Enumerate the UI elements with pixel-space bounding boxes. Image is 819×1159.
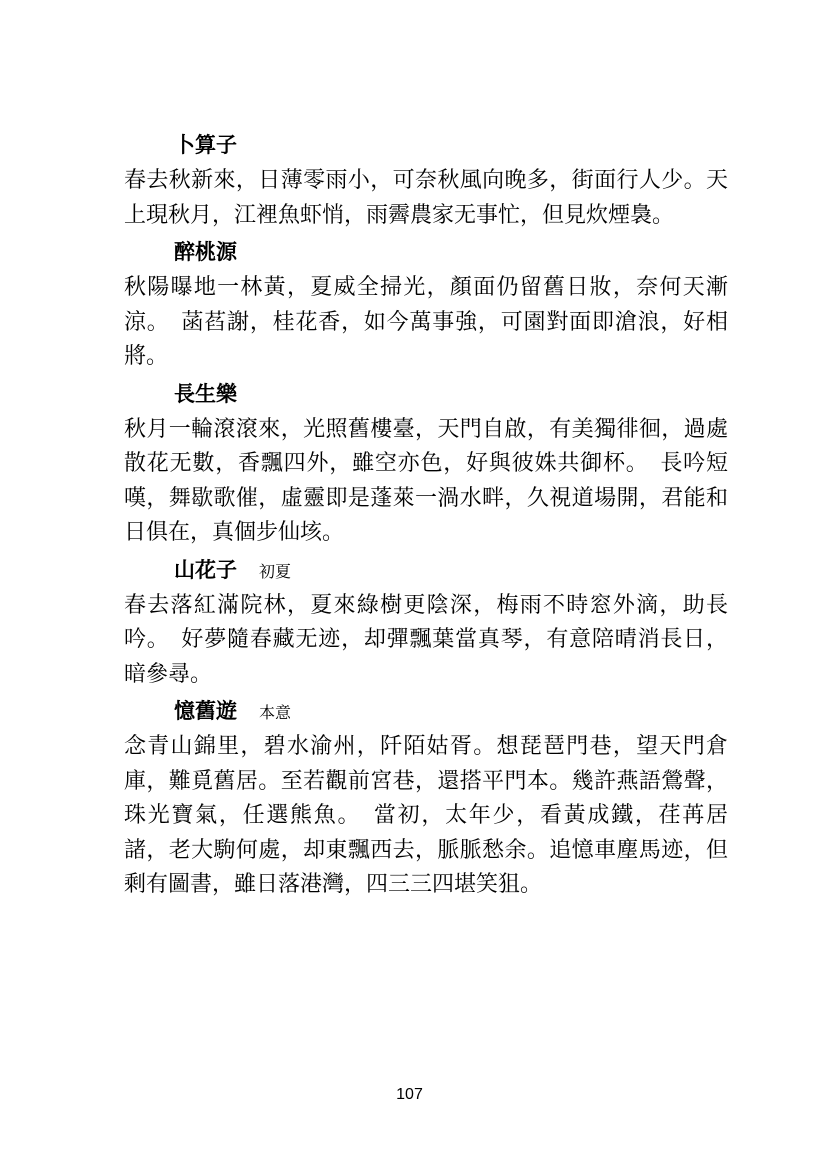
poem-title: 憶舊遊 — [174, 699, 237, 723]
poem-subtitle: 初夏 — [259, 561, 292, 581]
poem-heading — [124, 233, 728, 271]
page-number: 107 — [396, 1086, 423, 1103]
poem-text: 秋月一輪滾滾來，光照舊樓臺，天門自啟，有美獨徘徊，過處散花无數，香飄四外，雖空亦色，好與彼姝共御杯。 長吟短嘆，舞歇歌催，虛靈即是蓬萊一渦水畔，久視道場開，君能和日俱在，真個步仙垓。 — [124, 416, 728, 545]
poem-title: 山花子 — [174, 557, 237, 582]
poem-title: 長生樂 — [174, 381, 237, 406]
poem-shan-hua-zi — [124, 551, 728, 693]
poem-collection — [124, 126, 728, 903]
poem-bu-suan-zi — [124, 126, 728, 233]
poem-title: 醉桃源 — [174, 240, 237, 264]
poem-heading — [124, 375, 728, 413]
poem-text: 秋陽曝地一林黃，夏威全掃光，顏面仍留舊日妝，奈何天漸涼。 菡萏謝，桂花香，如今萬事強，可園對面即滄浪，好相將。 — [124, 275, 728, 369]
poem-title: 卜算子 — [174, 133, 237, 157]
poem-heading — [124, 126, 728, 164]
poem-heading — [124, 692, 728, 730]
poem-text: 春去秋新來，日薄零雨小，可奈秋風向晚多，街面行人少。天上現秋月，江裡魚虾悄，雨霽農家无事忙，但見炊煙裊。 — [124, 168, 728, 228]
poem-heading — [124, 551, 728, 589]
poem-zui-tao-yuan — [124, 233, 728, 375]
poem-chang-sheng-le — [124, 375, 728, 551]
poem-text: 春去落紅滿院林，夏來綠樹更陰深，梅雨不時窓外滴，助長吟。 好夢隨春藏无迹，却彈飄葉當真琴，有意陪晴消長日，暗參尋。 — [124, 592, 728, 687]
poem-subtitle: 本意 — [259, 703, 292, 722]
poem-text: 念青山錦里，碧水渝州，阡陌姑胥。想琵琶門巷，望天門倉庫，難覓舊居。至若觀前宮巷，還搭平門本。幾許燕語鶯聲，珠光寶氣，任選熊魚。 當初，太年少，看黃成鐵，荏苒居諸，老大駒何處，却東飄西去，脈脈愁余。追憶車塵馬迹，但剩有圖書，雖日落港灣，四三三四堪笑狙。 — [124, 734, 728, 897]
poem-yi-jiu-you — [124, 692, 728, 903]
